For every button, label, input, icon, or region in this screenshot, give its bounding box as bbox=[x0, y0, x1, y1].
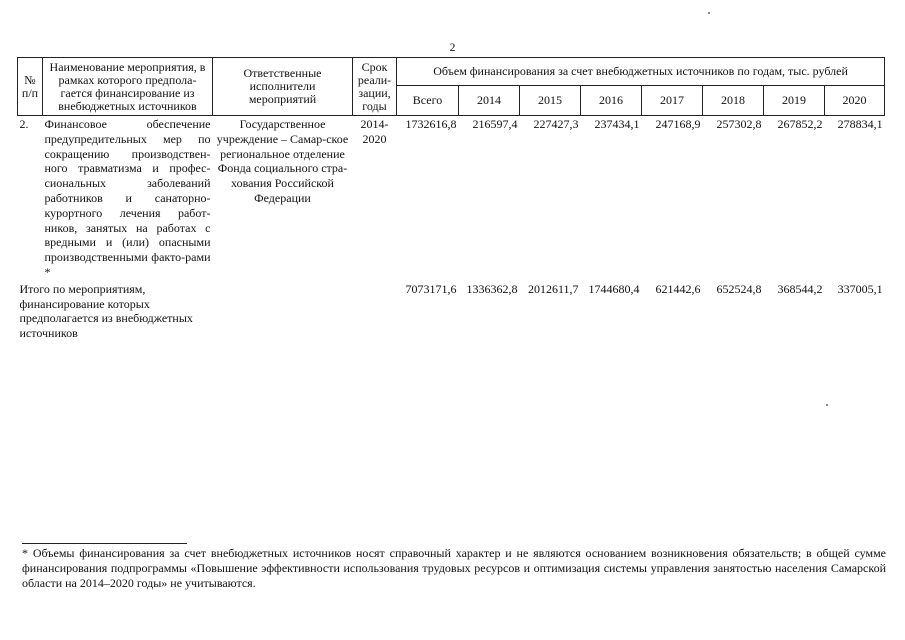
responsible-executors: Государственное учреждение – Самар-ское региональное отделение Фонда социального стра-хования Российской Федерации bbox=[216, 117, 349, 205]
total-label: Итого по мероприятиям, финансирование которых предполагается из внебюджетных источников bbox=[19, 281, 193, 341]
funding-table bbox=[17, 57, 885, 342]
total-value-2017: 621442,6 bbox=[655, 281, 701, 296]
header-funding-group: Объем финансирования за счет внебюджетных источников по годам, тыс. рублей bbox=[397, 58, 885, 86]
footnote: * Объемы финансирования за счет внебюджетных источников носят справочный характер и не являются основанием возникновения обязательств; в общей сумме финансирования подпрограммы «Повышение эффективности использования трудовых ресурсов и оптимизация системы управления занятостью населения Самарской области на 2014–2020 годы» не учитываются. bbox=[22, 546, 886, 590]
header-executors: Ответственные исполнители мероприятий bbox=[213, 58, 353, 116]
header-year-2015: 2015 bbox=[520, 86, 581, 116]
footnote-divider bbox=[22, 543, 187, 544]
header-year-2020: 2020 bbox=[825, 86, 885, 116]
value-total: 1732616,8 bbox=[405, 117, 457, 131]
header-year-2016: 2016 bbox=[581, 86, 642, 116]
value-2016: 237434,1 bbox=[594, 117, 640, 131]
value-2014: 216597,4 bbox=[472, 117, 518, 131]
total-row bbox=[18, 281, 885, 342]
header-no: № п/п bbox=[18, 58, 43, 116]
total-value-all: 7073171,6 bbox=[405, 281, 457, 296]
total-value-2020: 337005,1 bbox=[837, 281, 883, 296]
header-name: Наименование мероприятия, в рамках которого предпола-гается финансирование из внебюджетных источников bbox=[43, 58, 213, 116]
activity-name: Финансовое обеспечение предупредительных мер по сокращению производствен-ного травматизма и профес-сиональных заболеваний работников и санаторно-курортного лечения работ-ников, занятых на работах с вредными и (или) опасными производственными факто-рами * bbox=[44, 117, 211, 279]
page-number: 2 bbox=[449, 42, 456, 54]
total-value-2015: 2012611,7 bbox=[527, 281, 579, 296]
value-2020: 278834,1 bbox=[837, 117, 883, 131]
total-value-2019: 368544,2 bbox=[777, 281, 823, 296]
value-2019: 267852,2 bbox=[777, 117, 823, 131]
table-row bbox=[18, 116, 885, 281]
value-2017: 247168,9 bbox=[655, 117, 701, 131]
header-year-total: Всего bbox=[397, 86, 459, 116]
header-year-2018: 2018 bbox=[703, 86, 764, 116]
implementation-period: 2014-2020 bbox=[360, 117, 389, 146]
header-period: Срок реали-зации, годы bbox=[353, 58, 397, 116]
scan-speck bbox=[826, 404, 828, 406]
total-value-2018: 652524,8 bbox=[716, 281, 762, 296]
value-2015: 227427,3 bbox=[533, 117, 579, 131]
header-year-2014: 2014 bbox=[459, 86, 520, 116]
header-year-2017: 2017 bbox=[642, 86, 703, 116]
total-value-2016: 1744680,4 bbox=[588, 281, 640, 296]
row-number: 2. bbox=[19, 117, 29, 131]
value-2018: 257302,8 bbox=[716, 117, 762, 131]
scan-speck bbox=[708, 12, 710, 14]
total-value-2014: 1336362,8 bbox=[466, 281, 518, 296]
header-year-2019: 2019 bbox=[764, 86, 825, 116]
